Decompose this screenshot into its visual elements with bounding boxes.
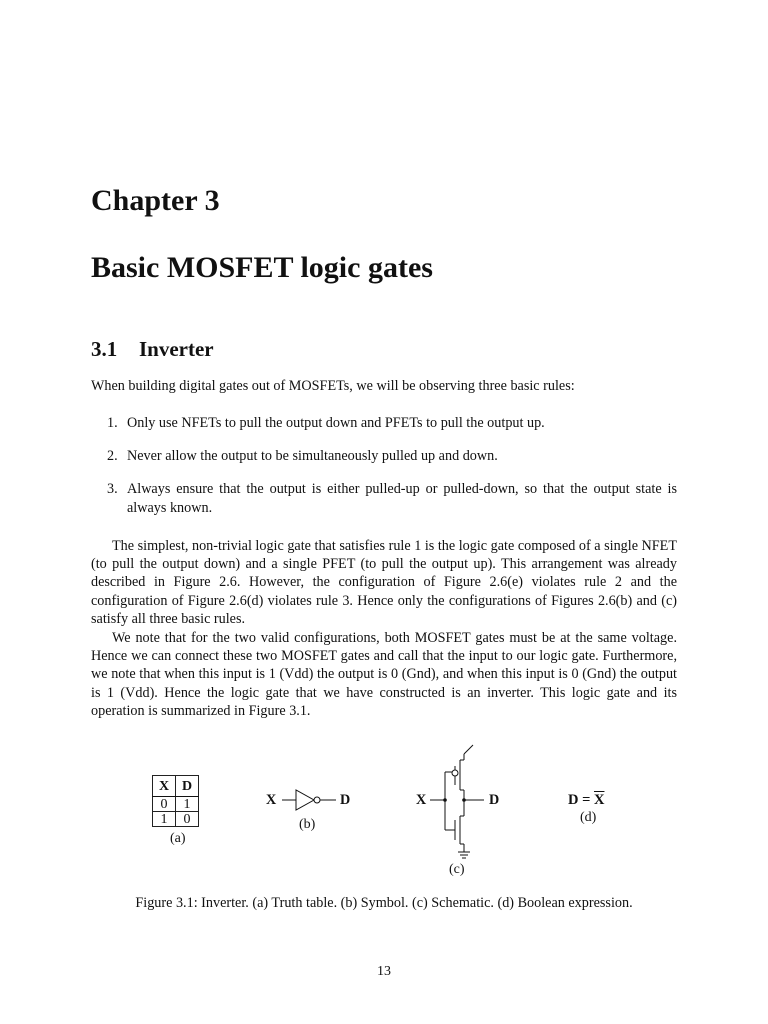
schematic-input-label: X [416,792,427,808]
table-cell: 1 [176,797,199,812]
list-item [91,447,677,465]
chapter-title: Basic MOSFET logic gates [91,251,433,284]
list-text: Always ensure that the output is either pulled-up or pulled-down, so that the output state is always known. [127,481,677,516]
cmos-schematic [428,742,488,862]
body-paragraph: The simplest, non-trivial logic gate that satisfies rule 1 is the logic gate composed of a single NFET (to pull the output down) and a single PFET (to pull the output up). This arrangement was already described in Figure 2.6. However, the configuration of Figure 2.6(e) violates rule 2 and the configuration of Figure 2.6(d) violates rule 3. Hence only the configurations of Figures 2.6(b) and (c) satisfy all three basic rules. [91,538,678,627]
table-cell: 1 [153,812,176,827]
list-text: Never allow the output to be simultaneously pulled up and down. [127,448,498,465]
symbol-input-label: X [266,792,277,808]
chapter-heading: Chapter 3 [91,184,220,217]
pfet-bubble [452,770,458,776]
input-junction-dot [443,798,447,802]
page-number: 13 [377,964,391,979]
table-cell: 0 [153,797,176,812]
subfigure-label-d: (d) [580,810,597,825]
list-item [91,480,677,516]
expression-rhs: $\overline{X}$ [593,792,605,808]
body-paragraph: We note that for the two valid configurations, both MOSFET gates must be at the same voltage. Hence we can connect these two MOSFET gates and call that the input to our logic gate. Furthermore, we note that when this input is 1 (Vdd) the output is 0 (Gnd), and when this input is 0 (Gnd) the output is 1 (Vdd). Hence the logic gate that we have constructed is an inverter. This logic gate and its operation is summarized in Figure 3.1. [91,630,677,719]
rules-list [91,414,677,517]
inversion-bubble [314,797,320,803]
vdd-symbol [464,745,473,754]
list-text: Only use NFETs to pull the output down and PFETs to pull the output up. [127,415,545,431]
section-number: 3.1 [91,337,118,361]
subfigure-label-b: (b) [299,817,316,832]
buffer-triangle [296,790,314,810]
table-header: D [176,776,199,797]
symbol-output-label: D [340,792,351,808]
subfigure-label-a: (a) [170,831,186,846]
list-number: 1. [107,415,118,431]
boolean-expression [568,792,604,809]
inverter-symbol [282,785,338,815]
table-cell: 0 [176,812,199,827]
subfigure-label-c: (c) [449,862,465,877]
table-header: X [153,776,176,797]
list-number: 2. [107,448,118,465]
output-junction-dot [462,798,466,802]
list-number: 3. [107,481,118,498]
truth-table [152,775,199,827]
section-heading [91,336,214,362]
section-title: Inverter [139,337,214,361]
intro-paragraph: When building digital gates out of MOSFETs, we will be observing three basic rules: [91,378,575,394]
schematic-output-label: D [489,792,500,808]
figure-caption: Figure 3.1: Inverter. (a) Truth table. (b) Symbol. (c) Schematic. (d) Boolean expression. [135,895,633,911]
list-item [91,414,677,432]
expression-lhs: D = [568,792,591,808]
